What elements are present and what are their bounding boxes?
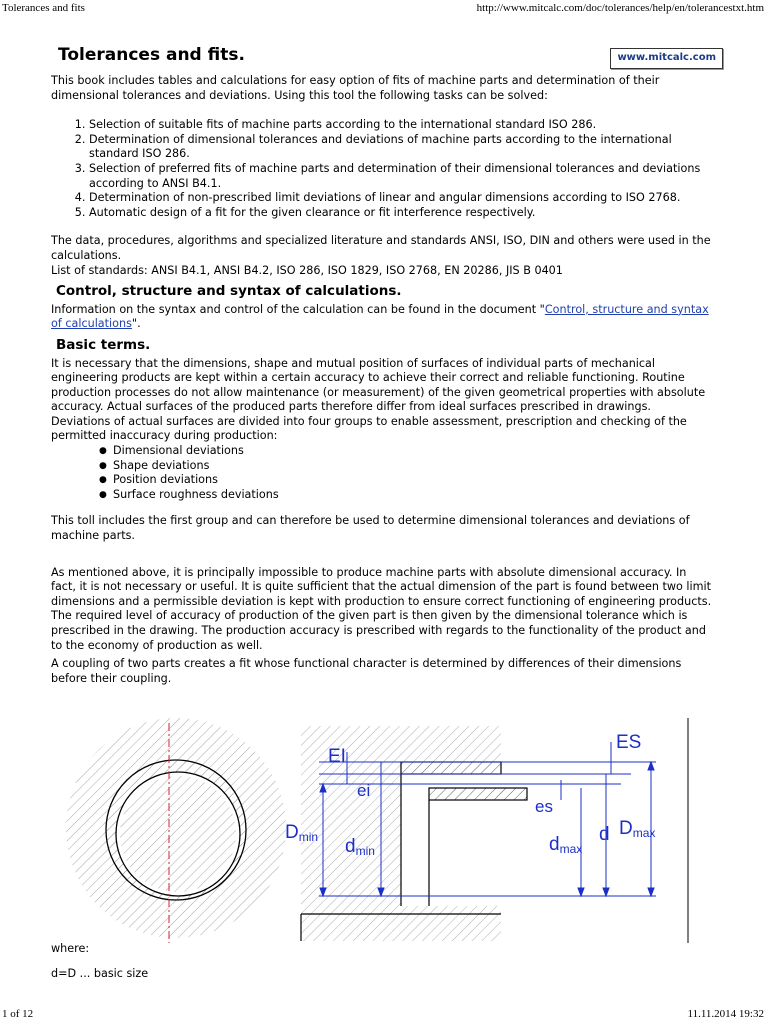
- label-D-max: Dmax: [619, 818, 656, 840]
- definition-basic-size: d=D ... basic size: [51, 966, 149, 980]
- page-title: Tolerances and fits.: [58, 45, 245, 65]
- print-header-url: http://www.mitcalc.com/doc/tolerances/help/en/tolerancestxt.htm: [476, 2, 764, 14]
- standards-paragraph: List of standards: ANSI B4.1, ANSI B4.2, ISO 286, ISO 1829, ISO 2768, EN 20286, JIS B 0401: [51, 263, 563, 277]
- basic-paragraph-1: It is necessary that the dimensions, shape and mutual position of surfaces of individual parts of mechanical engineering products are kept within a certain accuracy to achieve their correct and reliable functioning. Routine production processes do not allow maintenance (or measurement) of the given geometrical properties with absolute accuracy. Actual surfaces of the produced parts therefore differ from ideal surfaces prescribed in drawings. Deviations of actual surfaces are divided into four groups to enable assessment, prescription and checking of the permitted inaccuracy during production:: [51, 356, 706, 443]
- label-d-max: dmax: [549, 834, 583, 856]
- where-label: where:: [51, 942, 90, 955]
- label-D-min: Dmin: [285, 822, 319, 844]
- label-d: d: [599, 824, 610, 845]
- task-list: [51, 118, 713, 220]
- label-d-min: dmin: [345, 836, 375, 858]
- list-item: 5. Automatic design of a fit for the given clearance or fit interference respectively.: [89, 206, 713, 221]
- intro-paragraph: This book includes tables and calculations for easy option of fits of machine parts and determination of their dimensional tolerances and deviations. Using this tool the following tasks can be solved:: [51, 74, 660, 102]
- control-doc-link[interactable]: Control, structure and syntax of calculations: [51, 302, 709, 331]
- print-footer-page: 1 of 12: [2, 1008, 34, 1020]
- basic-paragraph-3: As mentioned above, it is principally impossible to produce machine parts with absolute dimensional accuracy. In fact, it is not necessary or useful. It is quite sufficient that the actual dimension of the part is found between two limit dimensions and a permissible deviation is kept with production to ensure correct functioning of engineering products. The required level of accuracy of production of the given part is then given by the dimensional tolerance which is prescribed in the drawing. The production accuracy is prescribed with regards to the functionality of the product and to the economy of production as well.: [51, 565, 712, 652]
- heading-control: Control, structure and syntax of calculations.: [56, 283, 402, 300]
- data-paragraph: The data, procedures, algorithms and specialized literature and standards ANSI, ISO, DIN and others were used in the calculations.: [51, 234, 711, 262]
- fit-diagram: [51, 718, 731, 946]
- list-item: ● Surface roughness deviations: [113, 488, 713, 503]
- list-item: 3. Selection of preferred fits of machine parts and determination of their dimensional tolerances and deviations according to ANSI B4.1.: [89, 162, 713, 191]
- list-item: ● Position deviations: [113, 473, 713, 488]
- list-item: 4. Determination of non-prescribed limit deviations of linear and angular dimensions according to ISO 2768.: [89, 191, 713, 206]
- print-header-title: Tolerances and fits: [2, 2, 85, 14]
- list-item: 2. Determination of dimensional tolerances and deviations of machine parts according to the international standard ISO 286.: [89, 133, 713, 162]
- basic-paragraph-2: This toll includes the first group and can therefore be used to determine dimensional tolerances and deviations of machine parts.: [51, 514, 690, 543]
- label-ei: ei: [357, 781, 371, 800]
- label-ES: ES: [616, 732, 642, 753]
- basic-paragraph-4: A coupling of two parts creates a fit whose functional character is determined by differences of their dimensions before their coupling.: [51, 657, 682, 685]
- document-body: [51, 44, 716, 686]
- print-footer-datetime: 11.11.2014 19:32: [687, 1008, 764, 1020]
- label-EI: EI: [328, 746, 346, 767]
- mitcalc-site-button[interactable]: www.mitcalc.com: [610, 48, 723, 69]
- control-paragraph: Information on the syntax and control of the calculation can be found in the document "Control, structure and syntax of calculations".: [51, 302, 709, 331]
- label-es: es: [535, 797, 553, 816]
- fit-diagram-svg: [51, 718, 731, 946]
- deviation-list: [51, 444, 713, 502]
- circular-section: [51, 718, 301, 946]
- list-item: ● Dimensional deviations: [113, 444, 713, 459]
- list-item: ● Shape deviations: [113, 459, 713, 474]
- heading-basic-terms: Basic terms.: [56, 336, 151, 353]
- list-item: 1. Selection of suitable fits of machine parts according to the international standard ISO 286.: [89, 118, 713, 133]
- definitions: [51, 942, 148, 981]
